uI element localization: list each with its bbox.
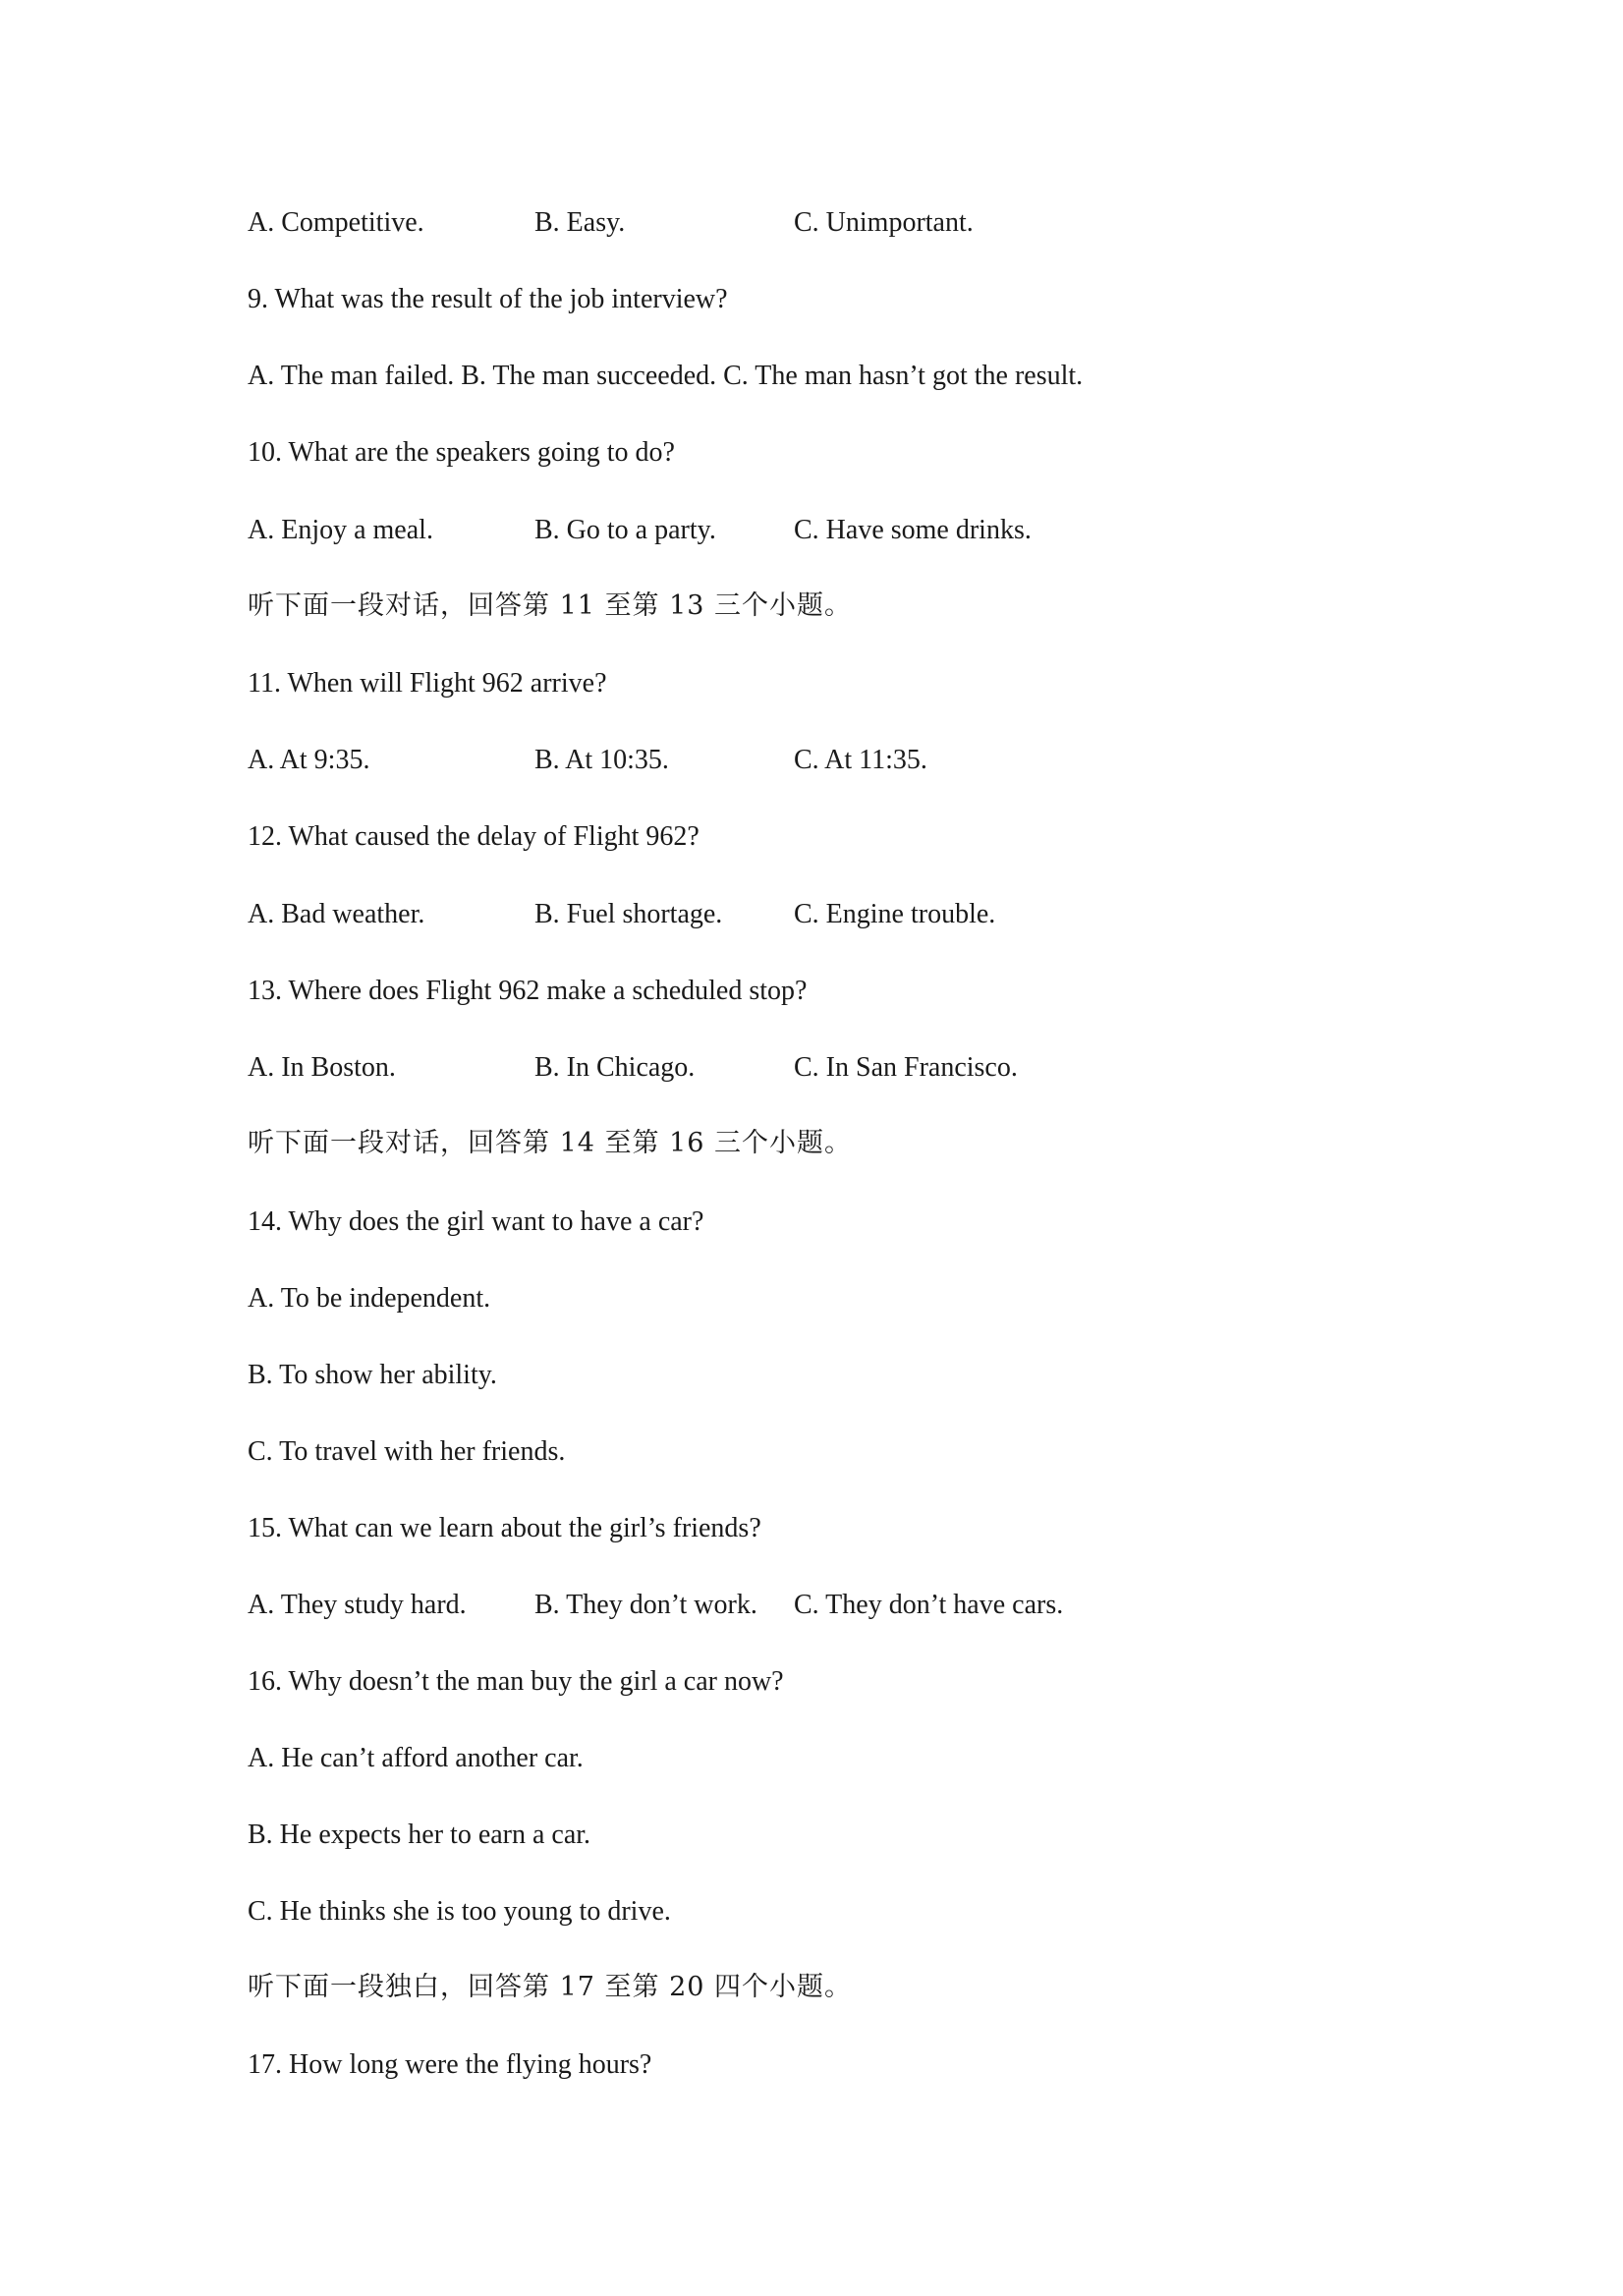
option-c-q16: C. He thinks she is too young to drive. (248, 1896, 671, 1927)
option-c: C. Have some drinks. (794, 515, 1032, 545)
option-a: A. Competitive. (248, 207, 424, 238)
option-a-q16: A. He can’t afford another car. (248, 1743, 584, 1773)
question-17: 17. How long were the flying hours? (248, 2049, 652, 2080)
option-c: C. Unimportant. (794, 207, 974, 238)
option-c-q14: C. To travel with her friends. (248, 1436, 566, 1467)
option-c: C. In San Francisco. (794, 1052, 1018, 1083)
option-b: B. At 10:35. (534, 745, 669, 775)
question-15: 15. What can we learn about the girl’s friends? (248, 1513, 761, 1543)
option-b-q14: B. To show her ability. (248, 1360, 497, 1390)
question-11: 11. When will Flight 962 arrive? (248, 668, 607, 699)
option-a: A. They study hard. (248, 1590, 467, 1620)
question-12: 12. What caused the delay of Flight 962? (248, 821, 700, 852)
question-10: 10. What are the speakers going to do? (248, 437, 675, 468)
option-b-q16: B. He expects her to earn a car. (248, 1820, 591, 1850)
option-a-q14: A. To be independent. (248, 1283, 491, 1314)
option-c: C. Engine trouble. (794, 899, 996, 929)
option-b: B. They don’t work. (534, 1590, 757, 1620)
section-instruction-11-13: 听下面一段对话，回答第 11 至第 13 三个小题。 (248, 590, 853, 621)
option-b: B. Easy. (534, 207, 626, 238)
question-13: 13. Where does Flight 962 make a scheduled stop? (248, 976, 808, 1006)
option-b: B. Fuel shortage. (534, 899, 723, 929)
question-14: 14. Why does the girl want to have a car? (248, 1206, 704, 1237)
option-b: B. Go to a party. (534, 515, 716, 545)
option-c: C. They don’t have cars. (794, 1590, 1064, 1620)
option-a: A. At 9:35. (248, 745, 370, 775)
question-9: 9. What was the result of the job interview? (248, 284, 728, 314)
option-a: A. Enjoy a meal. (248, 515, 433, 545)
option-a: A. In Boston. (248, 1052, 396, 1083)
section-instruction-17-20: 听下面一段独白，回答第 17 至第 20 四个小题。 (248, 1972, 853, 2002)
option-c: C. At 11:35. (794, 745, 927, 775)
option-b: B. In Chicago. (534, 1052, 696, 1083)
question-16: 16. Why doesn’t the man buy the girl a car now? (248, 1666, 784, 1697)
options-row-q9: A. The man failed. B. The man succeeded. C. The man hasn’t got the result. (248, 361, 1084, 391)
section-instruction-14-16: 听下面一段对话，回答第 14 至第 16 三个小题。 (248, 1128, 853, 1158)
option-a: A. Bad weather. (248, 899, 425, 929)
